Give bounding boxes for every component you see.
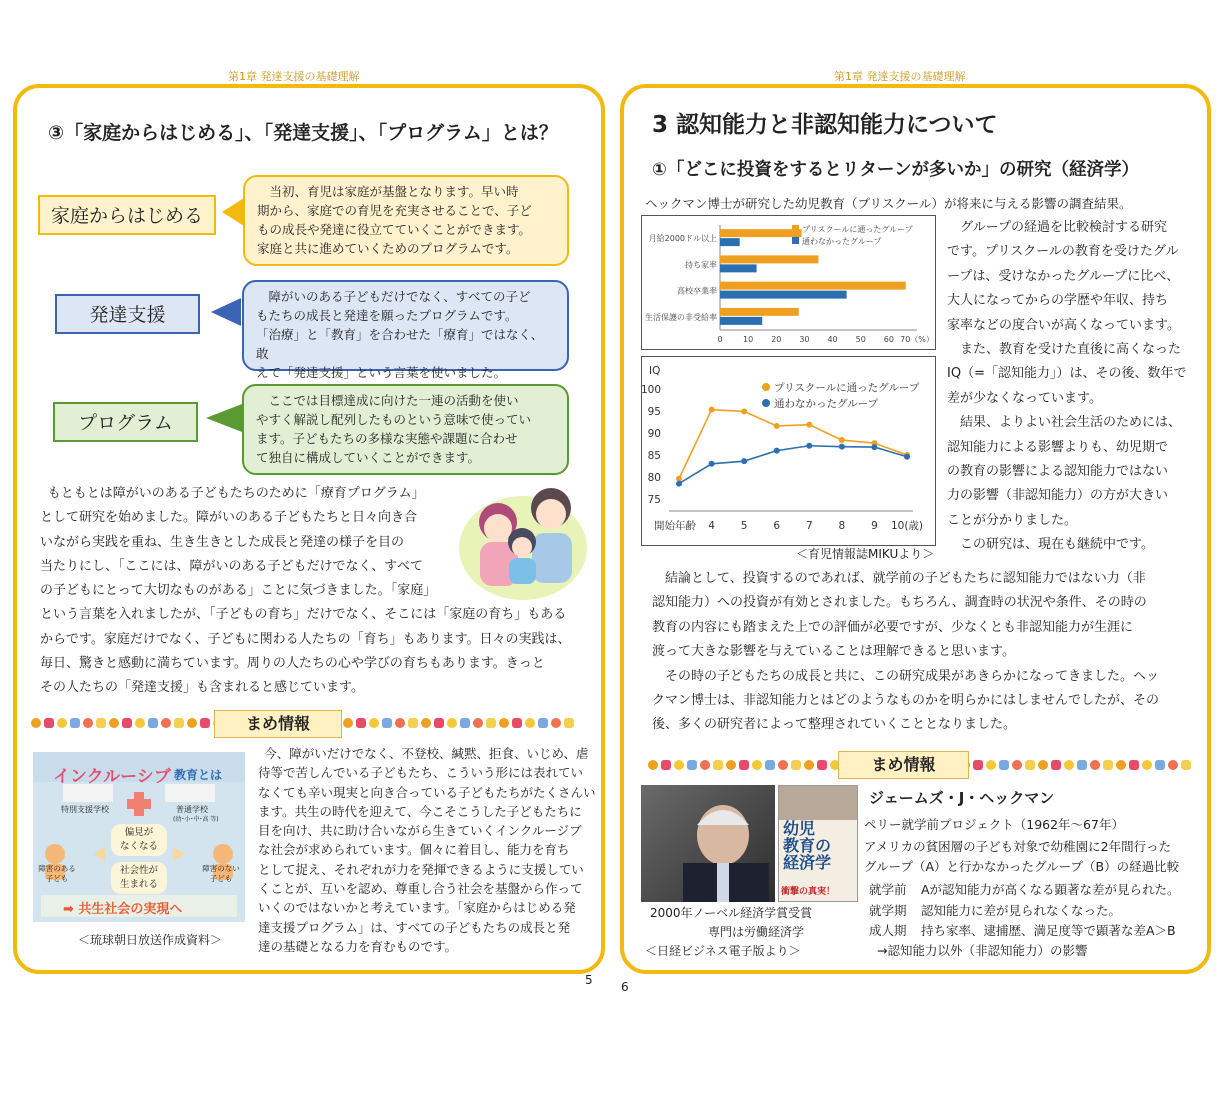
- line-x-tick: 8: [838, 520, 846, 532]
- page-number-right: 6: [621, 980, 629, 994]
- dot: [765, 760, 775, 770]
- side-line: また、教育を受けた直後に高くなった: [960, 342, 1182, 358]
- mame-line: 今、障がいだけでなく、不登校、緘黙、拒食、いじめ、虐: [264, 746, 589, 761]
- non-disabled-child-text-2: 子ども: [209, 874, 233, 883]
- bar-x-tick: 70（%）: [900, 335, 934, 344]
- dot: [1038, 760, 1048, 770]
- dot: [31, 718, 41, 728]
- stage-row: [869, 921, 1180, 942]
- bar-x-tick: 30: [799, 335, 810, 344]
- coexistence-banner: ➡ 共生社会の実現へ: [63, 902, 183, 917]
- disabled-child-text-2: 子ども: [45, 874, 69, 883]
- bubble-line: 当初、育児は家庭が基盤となります。早い時: [269, 184, 519, 199]
- dot: [1129, 760, 1139, 770]
- dot: [1090, 760, 1100, 770]
- line-x-tick: 9: [871, 520, 878, 532]
- line-point: [839, 437, 845, 443]
- dot: [1064, 760, 1074, 770]
- bubble-line: 家庭と共に進めていくためのプログラムです。: [257, 241, 519, 256]
- line-point: [676, 481, 682, 487]
- side-line: この研究は、現在も継続中です。: [960, 537, 1154, 553]
- bar-x-tick: 20: [771, 335, 782, 344]
- mame-line: な社会が求められています。個々に着目し、能力を育ち: [258, 842, 570, 858]
- dot: [148, 718, 158, 728]
- line-point: [806, 422, 812, 428]
- dot: [1103, 760, 1113, 770]
- stage-row: [869, 880, 1180, 901]
- line-point: [709, 407, 715, 413]
- dot: [473, 718, 483, 728]
- line-x-tick: 7: [805, 520, 813, 532]
- bubble-tail: [222, 198, 244, 226]
- coexistence-banner-text: 共生社会の実現へ: [78, 902, 183, 917]
- dot: [999, 760, 1009, 770]
- dot: [804, 760, 814, 770]
- dot: [726, 760, 736, 770]
- mame-info-label-right: まめ情報: [838, 751, 969, 779]
- dot: [648, 760, 658, 770]
- book-cover: [778, 785, 858, 902]
- term-label-family: 家庭からはじめる: [38, 195, 216, 235]
- dot: [122, 718, 132, 728]
- side-line: です。プリスクールの教育を受けたグル: [947, 244, 1179, 260]
- bar-x-tick: 40: [827, 335, 838, 344]
- body-line: その人たちの「発達支援」も含まれると感じています。: [40, 680, 364, 696]
- bubble-line: て独自に構成していくことができます。: [256, 450, 481, 465]
- mame-line: 待等で苦しんでいる子どもたち、こういう形には表れてい: [258, 765, 584, 781]
- bar-x-tick: 10: [743, 335, 754, 344]
- dot: [96, 718, 106, 728]
- side-line: の教育の影響による認知能力ではない: [947, 464, 1169, 480]
- line-y-tick: 90: [647, 428, 661, 440]
- dot: [486, 718, 496, 728]
- chapter-header-right: 第1章 発達支援の基礎理解: [834, 70, 966, 83]
- line-chart-title: IQ: [649, 365, 661, 377]
- bar: [720, 282, 906, 290]
- social-text-2: 生まれる: [119, 879, 158, 890]
- dot: [661, 760, 671, 770]
- term-bubble-family: [243, 175, 569, 266]
- dot: [1116, 760, 1126, 770]
- dot: [986, 760, 996, 770]
- bar-category-label: 持ち家率: [685, 260, 717, 270]
- line-x-tick: 開始年齢: [654, 520, 696, 532]
- chapter-header-left: 第1章 発達支援の基礎理解: [228, 70, 360, 83]
- intro-text: ヘックマン博士が研究した幼児教育（プリスクール）が将来に与える影響の調査結果。: [645, 196, 1132, 211]
- photo-source: ＜日経ビジネス電子版より＞: [645, 944, 801, 958]
- illustration-title: インクルーシブ: [53, 767, 171, 787]
- mame-info-label-left: まめ情報: [214, 710, 342, 738]
- body-line: の子どもにとって大切なものがある」ことに気づきました。「家庭」: [40, 583, 437, 599]
- side-line: ことが分かりました。: [947, 512, 1078, 528]
- line-y-tick: 80: [647, 472, 661, 484]
- dot: [564, 718, 574, 728]
- conclusion: →認知能力以外（非認知能力）の影響: [877, 943, 1088, 958]
- dot: [817, 760, 827, 770]
- dot: [1012, 760, 1022, 770]
- section-heading: 3 認知能力と非認知能力について: [652, 112, 998, 138]
- bubble-line: ここでは目標達成に向けた一連の活動を使い: [268, 393, 519, 408]
- stage-term: 就学期: [869, 902, 907, 918]
- special-school-label: 特別支援学校: [61, 805, 109, 814]
- social-bubble: [111, 862, 167, 894]
- book-band: 衝撃の真実！: [781, 887, 836, 897]
- body-line: その時の子どもたちの成長と共に、この研究成果があきらかになってきました。ヘッ: [665, 668, 1160, 684]
- dot: [973, 760, 983, 770]
- dot: [356, 718, 366, 728]
- dot: [44, 718, 54, 728]
- dot: [525, 718, 535, 728]
- right-body-text: [652, 567, 1159, 738]
- term-bubble-support: [242, 280, 569, 380]
- dot: [1051, 760, 1061, 770]
- mame-line: なくても辛い現実と向き合っている子どもたちがたくさんい: [258, 784, 596, 800]
- book-title-2: 教育の: [783, 836, 832, 855]
- dot: [434, 718, 444, 728]
- book-title-1: 幼児: [783, 819, 816, 838]
- dot: [174, 718, 184, 728]
- bar: [720, 308, 799, 316]
- body-line: からです。家庭だけでなく、子どもに関わる人たちの「育ち」もあります。日々の実践は、: [40, 631, 571, 647]
- body-line: として研究を始めました。障がいのある子どもたちと日々向き合: [40, 510, 418, 526]
- bar: [720, 238, 740, 246]
- person-name: ジェームズ・J・ヘックマン: [869, 789, 1055, 807]
- mame-line: いくのではないかと考えています。「家庭からはじめる発: [258, 900, 576, 916]
- line-y-tick: 75: [647, 494, 661, 506]
- bubble-tail: [206, 404, 242, 432]
- dot: [752, 760, 762, 770]
- page-number-left: 5: [585, 973, 593, 987]
- bar: [720, 255, 819, 263]
- dot: [713, 760, 723, 770]
- side-line: IQ（=「認知能力」）は、その後、数年で: [947, 366, 1187, 382]
- mame-line: ます。共生の時代を迎えて、今こそこうした子どもたちに: [258, 803, 582, 819]
- line-point: [774, 448, 780, 454]
- bar-category-label: 月給2000ドル以上: [648, 234, 717, 244]
- book-title: [783, 820, 831, 871]
- dot: [1181, 760, 1191, 770]
- line-y-tick: 85: [647, 450, 661, 462]
- body-line: 渡って大きな影響を与えていることは理解できると思います。: [652, 644, 1015, 660]
- dot: [499, 718, 509, 728]
- dot: [1155, 760, 1165, 770]
- bar-legend-swatch: [792, 237, 799, 244]
- dot: [135, 718, 145, 728]
- bar: [720, 291, 847, 299]
- side-line: 力の影響（非認知能力）の方が大きい: [947, 488, 1169, 504]
- line-point: [774, 423, 780, 429]
- inclusive-education-illustration: [33, 752, 245, 922]
- bubble-line: えて「発達支援」という言葉を使いました。: [256, 365, 507, 380]
- mame-line: くことが、互いを認め、尊重し合う社会を基盤から作って: [258, 881, 583, 897]
- line-point: [871, 444, 877, 450]
- bubble-line: 期から、家庭での育児を充実させることで、子ど: [257, 203, 532, 218]
- chart-source: ＜育児情報誌MIKUより＞: [796, 547, 935, 561]
- bubble-line: 「治療」と「教育」を合わせた「療育」ではなく、敢: [256, 327, 544, 361]
- dot: [70, 718, 80, 728]
- dot: [687, 760, 697, 770]
- dot: [778, 760, 788, 770]
- mame-line: 目を向け、共に助け合いながら生きていくインクルージブ: [258, 823, 582, 839]
- side-line: 差が少なくなっています。: [947, 390, 1102, 406]
- line-point: [741, 458, 747, 464]
- line-point: [904, 454, 910, 460]
- body-line: という言葉を入れましたが、「子どもの育ち」だけでなく、そこには「家庭の育ち」もある: [40, 607, 567, 623]
- body-line: 当たりにし、「ここには、障がいのある子どもだけでなく、すべて: [40, 558, 423, 574]
- bubble-line: ます。子どもたちの多様な実態や課題に合わせ: [256, 431, 518, 446]
- side-line: 結果、よりよい社会生活のためには、: [960, 415, 1182, 431]
- bubble-line: やすく解説し配列したものという意味で使ってい: [256, 412, 532, 427]
- stage-text: 持ち家率、逮捕歴、満足度等で顕著な差A＞B: [921, 923, 1176, 938]
- dot: [200, 718, 210, 728]
- dot: [57, 718, 67, 728]
- dot: [700, 760, 710, 770]
- dot: [1025, 760, 1035, 770]
- body-line: 後、多くの研究者によって整理されていくこととなりました。: [652, 717, 1017, 733]
- bar: [720, 317, 762, 325]
- book-title-3: 経済学: [783, 853, 832, 872]
- stage-row: [869, 901, 1180, 922]
- side-line: 認知能力による影響よりも、幼児期で: [947, 439, 1169, 455]
- dot: [674, 760, 684, 770]
- bubble-line: もの成長や発達に役立てていくことができます。: [257, 222, 532, 237]
- social-text-1: 社会性が: [119, 865, 158, 876]
- dot: [161, 718, 171, 728]
- dot: [551, 718, 561, 728]
- dot: [538, 718, 548, 728]
- section-subheading: ①「どこに投資をするとリターンが多いか」の研究（経済学）: [652, 160, 1139, 180]
- bias-bubble: [111, 824, 167, 856]
- illustration-subtitle: 教育とは: [174, 768, 223, 782]
- line-legend-label: 通わなかったグループ: [774, 398, 879, 410]
- mame-line: 達の基礎となる力を育むものです。: [258, 938, 458, 954]
- portrait-shapes: [641, 785, 775, 902]
- regular-school-label: 普通学校: [176, 805, 208, 814]
- photo-caption-2: 専門は労働経済学: [708, 925, 805, 939]
- heckman-photo: [641, 785, 775, 902]
- dot: [83, 718, 93, 728]
- body-line: 認知能力）への投資が有効とされました。もちろん、調査時の状況や条件、その時の: [652, 595, 1147, 611]
- side-line: 大人になってからの学歴や年収、持ち: [947, 293, 1169, 309]
- book-cover-photo: [779, 786, 858, 820]
- body-line: もともとは障がいのある子どもたちのために「療育プログラム」: [47, 486, 425, 501]
- dot: [421, 718, 431, 728]
- body-line: いながら実践を重ね、生き生きとした成長と発達の様子を目の: [40, 534, 405, 550]
- mame-line: として捉え、それぞれが力を発揮できるように支援してい: [258, 861, 584, 877]
- bias-text-2: なくなる: [119, 841, 158, 852]
- bubble-line: もたちの成長と発達を願ったプログラムです。: [256, 308, 518, 323]
- dot: [343, 718, 353, 728]
- dot: [382, 718, 392, 728]
- dot: [395, 718, 405, 728]
- body-line: 毎日、驚きと感動に満ちています。周りの人たちの心や学びの育ちもあります。きっと: [40, 656, 545, 672]
- term-bubble-program: [242, 384, 569, 475]
- side-line: 家率などの度合いが高くなっています。: [947, 317, 1180, 333]
- body-line: 結論として、投資するのであれば、就学前の子どもたちに認知能力ではない力（非: [665, 571, 1146, 586]
- line-x-tick: 6: [773, 520, 781, 532]
- bar-chart: [641, 215, 936, 350]
- line-legend-marker: [762, 399, 770, 407]
- term-label-support: 発達支援: [55, 294, 200, 334]
- photo-caption-1: 2000年ノーベル経済学賞受賞: [650, 906, 813, 920]
- dot: [512, 718, 522, 728]
- dot: [408, 718, 418, 728]
- dot: [1077, 760, 1087, 770]
- dot: [187, 718, 197, 728]
- dot: [1142, 760, 1152, 770]
- non-disabled-child-label: [199, 864, 243, 884]
- dot: [1168, 760, 1178, 770]
- stage-list: [869, 880, 1180, 942]
- project-name: ペリー就学前プロジェクト（1962年〜67年）: [864, 817, 1124, 832]
- line-point: [839, 444, 845, 450]
- family-illustration: [456, 478, 590, 602]
- line-point: [741, 408, 747, 414]
- line-legend-label: プリスクールに通ったグループ: [774, 382, 920, 394]
- body-line: クマン博士は、非認知能力とはどのようなものかを明らかにはしませんでしたが、その: [652, 693, 1160, 709]
- bar-legend-swatch: [792, 225, 799, 232]
- bar-legend-label: 通わなかったグループ: [802, 237, 882, 246]
- regular-school-sub: (幼･小･中･高 等): [173, 816, 219, 823]
- left-page-title: ③「家庭からはじめる」、「発達支援」、「プログラム」とは？: [48, 122, 558, 144]
- line-point: [806, 443, 812, 449]
- stage-term: 就学前: [869, 882, 907, 897]
- bubble-line: 障がいのある子どもだけでなく、すべての子ど: [268, 289, 531, 304]
- disabled-child-text-1: 障害のある: [38, 864, 76, 873]
- project-desc-1: アメリカの貧困層の子ども対象で幼稚園に2年間行った: [864, 839, 1172, 854]
- line-x-tick: 10(歳): [890, 520, 924, 532]
- stage-text: 認知能力に差が見られなくなった。: [921, 902, 1122, 918]
- line-x-tick: 5: [740, 520, 748, 532]
- dot: [739, 760, 749, 770]
- mame-info-text-left: [258, 744, 596, 956]
- bar-legend-label: プリスクールに通ったグループ: [802, 225, 913, 234]
- term-label-program: プログラム: [53, 402, 198, 442]
- dot: [369, 718, 379, 728]
- bubble-tail: [211, 298, 241, 326]
- bar-x-tick: 50: [855, 335, 866, 344]
- dot: [791, 760, 801, 770]
- side-line: ープは、受けなかったグループに比べ、: [947, 268, 1180, 284]
- stage-text: Aが認知能力が高くなる顕著な差が見られた。: [921, 882, 1180, 897]
- line-y-tick: 100: [641, 384, 661, 396]
- body-line: 教育の内容にも踏まえた上での評価が必要ですが、少なくとも非認知能力が生涯に: [652, 619, 1134, 635]
- disabled-child-label: [35, 864, 79, 884]
- mame-line: 達支援プログラム」は、すべての子どもたちの成長と発: [258, 919, 571, 935]
- project-desc-2: グループ（A）と行かなかったグループ（B）の経過比較: [864, 859, 1180, 874]
- line-legend-marker: [762, 383, 770, 391]
- illustration-caption: ＜琉球朝日放送作成資料＞: [78, 933, 223, 947]
- line-point: [709, 461, 715, 467]
- line-chart: [641, 356, 936, 546]
- bar-x-tick: 60: [883, 335, 894, 344]
- side-text: [947, 216, 1186, 558]
- side-line: グループの経過を比較検討する研究: [960, 220, 1167, 235]
- bias-text-1: 偏見が: [124, 827, 154, 838]
- bar: [720, 264, 757, 272]
- bar: [720, 229, 802, 237]
- bar-category-label: 生活保護の非受給率: [645, 312, 717, 322]
- bar-category-label: 高校卒業率: [677, 286, 717, 296]
- line-y-tick: 95: [647, 406, 661, 418]
- dot: [109, 718, 119, 728]
- bar-x-tick: 0: [717, 335, 723, 344]
- line-x-tick: 4: [708, 520, 715, 532]
- non-disabled-child-text-1: 障害のない: [202, 864, 240, 873]
- dot: [447, 718, 457, 728]
- stage-term: 成人期: [869, 923, 907, 938]
- dot: [460, 718, 470, 728]
